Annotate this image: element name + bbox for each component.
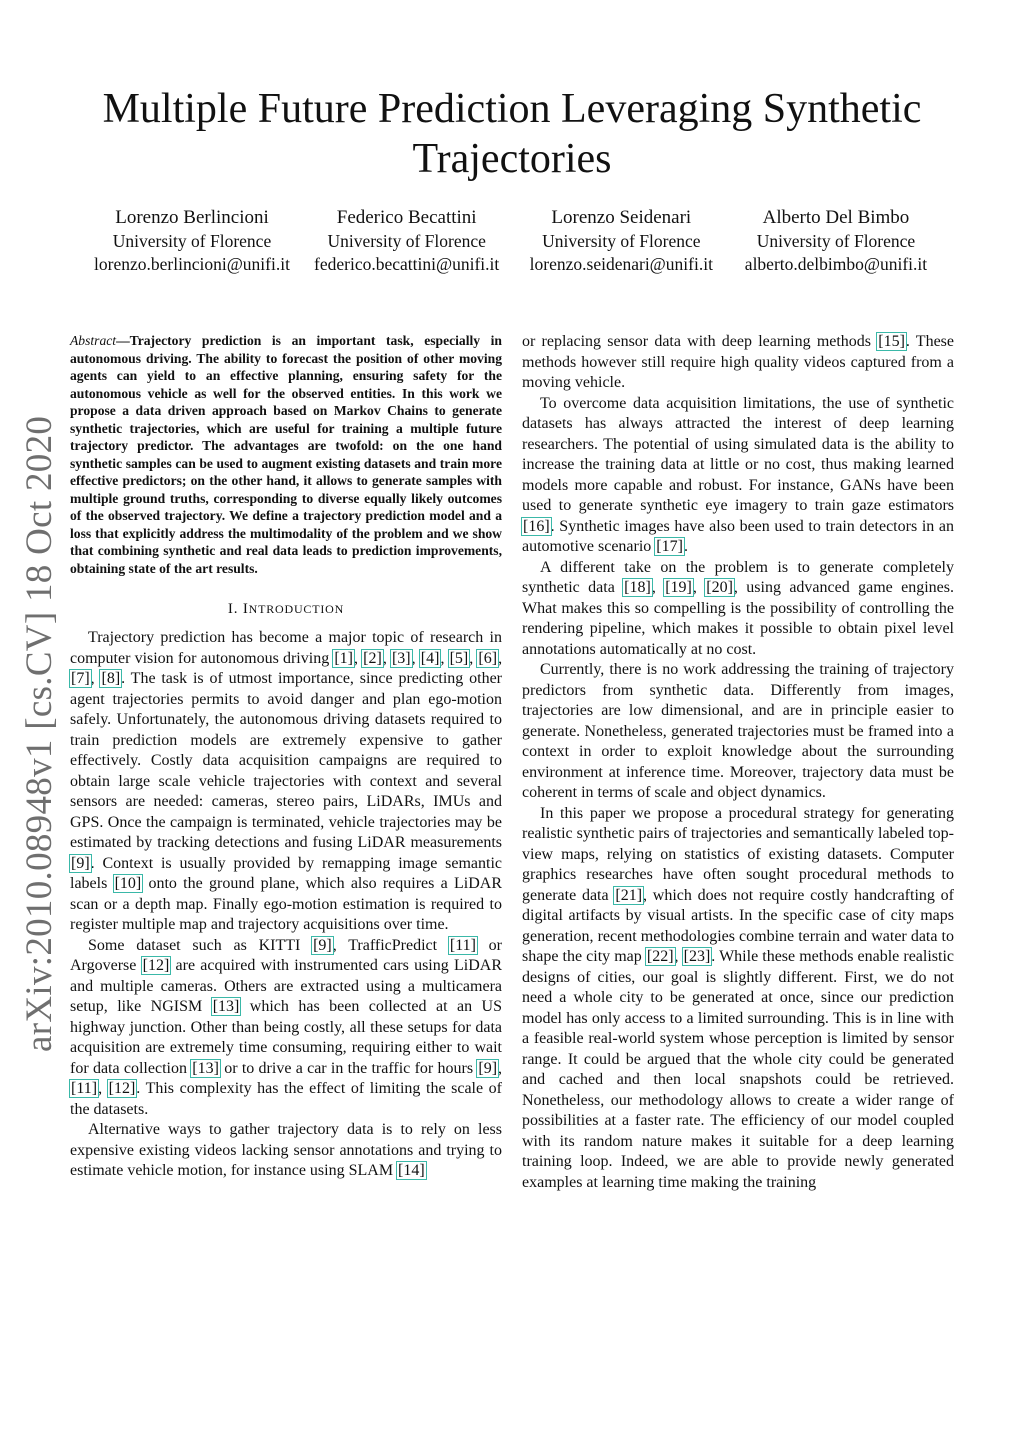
citation-link[interactable]: [18] xyxy=(624,579,651,596)
body-text: , xyxy=(354,649,363,667)
body-text: A different take on the problem is to generate completely synthetic data xyxy=(522,558,954,596)
body-text: , xyxy=(411,649,420,667)
citation-link[interactable]: [23] xyxy=(683,948,711,965)
body-text: which has been collected at an US highway junction. Other than being costly, all these setups for data acquisition are extremely time consuming, requiring either to wait for data collection xyxy=(70,998,502,1077)
body-text: , xyxy=(90,670,101,687)
body-text: , xyxy=(651,579,665,596)
author-affiliation: University of Florence xyxy=(542,231,701,251)
citation-link[interactable]: [14] xyxy=(398,1162,425,1179)
citation-link[interactable]: [13] xyxy=(192,1059,219,1077)
body-text: . This complexity has the effect of limiting the scale of the datasets. xyxy=(70,1080,503,1118)
citation-link[interactable]: [2] xyxy=(363,649,382,667)
body-text: , xyxy=(469,649,478,667)
author-email[interactable]: federico.becattini@unifi.it xyxy=(314,254,500,274)
author-email[interactable]: alberto.delbimbo@unifi.it xyxy=(744,254,928,274)
right-column xyxy=(522,332,954,1193)
author-block xyxy=(88,206,940,276)
body-paragraph xyxy=(522,660,954,804)
citation-link[interactable]: [12] xyxy=(108,1080,136,1097)
citation-link[interactable]: [9] xyxy=(478,1059,498,1077)
author xyxy=(303,206,511,276)
citation-link[interactable]: [17] xyxy=(656,538,683,555)
citation-link[interactable]: [16] xyxy=(523,517,550,535)
body-text: , xyxy=(440,649,449,667)
citation-link[interactable]: [11] xyxy=(449,936,476,954)
author-affiliation: University of Florence xyxy=(756,231,916,251)
body-text: are acquired with instrumented cars using LiDAR and multiple cameras. Others are extracted using a multicamera setup, like NGISM xyxy=(70,957,502,1015)
body-text: . While these methods enable realistic designs of cities, our goal is slightly different. First, we do not need a whole city to be generated at once, since our prediction model has only access to a limited surrounding. This is in line with a feasible real-world system whose perception is limited by sensor range. It could be argued that the whole city could be generated and cached and then local snapshots could be retrieved. Nonetheless, our methodology allows to create a wider range of possibilities at a faster rate. The efficiency of our model coupled with its random nature makes it suitable for a deep learning training loop. Indeed, we are able to provide newly generated examples at learning time making the training xyxy=(522,948,955,1191)
body-paragraph xyxy=(522,804,954,1194)
body-text: Currently, there is no work addressing the training of trajectory predictors from synthetic data. Differently from images, trajectories are low dimensional, and are in principle easier to generate. Nonetheless, generated trajectories must be framed into a context in order to exploit knowledge about the surrounding environment at inference time. Moreover, trajectory data must be coherent in terms of scale and object dynamics. xyxy=(522,661,954,801)
author-name: Federico Becattini xyxy=(336,207,477,228)
body-paragraph xyxy=(522,394,954,558)
author-email[interactable]: lorenzo.seidenari@unifi.it xyxy=(529,254,713,274)
body-text: . These methods however still require high quality videos captured from a moving vehicle. xyxy=(522,333,954,391)
citation-link[interactable]: [13] xyxy=(212,998,240,1015)
author-name: Lorenzo Berlincioni xyxy=(115,207,269,228)
section-title-initial: I xyxy=(242,601,249,617)
body-text: or Argoverse xyxy=(70,936,503,974)
body-text: . xyxy=(683,538,688,555)
author xyxy=(732,206,940,276)
arxiv-identifier: arXiv:2010.08948v1 [cs.CV] 18 Oct 2020 xyxy=(19,415,60,1052)
section-number: I. xyxy=(227,601,239,617)
citation-link[interactable]: [3] xyxy=(391,649,411,667)
citation-link[interactable]: [19] xyxy=(665,579,692,596)
body-text: , xyxy=(498,1059,503,1077)
body-text: , TrafficPredict xyxy=(332,936,449,954)
citation-link[interactable]: [5] xyxy=(449,649,469,667)
body-text: , which does not require costly handcrafting of digital artifacts by visual artists. In the specific case of city maps generation, recent methodologies combine terrain and water data to shape the city map xyxy=(522,886,955,965)
body-text: . Context is usually provided by remapping image semantic labels xyxy=(70,854,502,892)
citation-link[interactable]: [12] xyxy=(142,957,170,974)
citation-link[interactable]: [8] xyxy=(101,670,121,687)
abstract-dash: — xyxy=(116,333,130,348)
author-name: Lorenzo Seidenari xyxy=(551,207,692,228)
body-text: onto the ground plane, which also requires a LiDAR scan or a depth map. Finally ego-motion estimation is required to register multiple map and trajectory acquisitions over time. xyxy=(70,875,502,933)
body-paragraph xyxy=(522,332,954,394)
left-column xyxy=(70,332,502,1182)
body-text: , xyxy=(498,649,503,667)
citation-link[interactable]: [20] xyxy=(706,579,733,596)
body-text: Some dataset such as KITTI xyxy=(88,936,313,954)
author-name: Alberto Del Bimbo xyxy=(762,207,910,228)
citation-link[interactable]: [6] xyxy=(478,649,498,667)
citation-link[interactable]: [22] xyxy=(646,948,674,965)
intro-body-right xyxy=(522,332,954,1193)
body-text: , xyxy=(382,649,391,667)
body-paragraph xyxy=(70,628,502,936)
citation-link[interactable]: [15] xyxy=(878,333,905,350)
body-text: . Synthetic images have also been used to train detectors in an automotive scenario xyxy=(522,517,954,555)
citation-link[interactable]: [21] xyxy=(615,886,643,904)
abstract-label: Abstract xyxy=(70,333,117,348)
section-heading-introduction xyxy=(70,599,502,619)
body-text: , xyxy=(98,1080,108,1097)
section-title-rest: NTRODUCTION xyxy=(248,602,345,616)
intro-body-left xyxy=(70,628,502,1182)
citation-link[interactable]: [11] xyxy=(71,1080,98,1097)
citation-link[interactable]: [9] xyxy=(71,854,90,872)
body-text: In this paper we propose a procedural strategy for generating realistic synthetic pairs of trajectories and semantically labeled top-view maps, relying on statistics of existing datasets. Computer graphics researches have often sought procedural methods to generate data xyxy=(522,804,954,904)
body-text: To overcome data acquisition limitations, the use of synthetic datasets has always attracted the interest of deep learning researchers. The potential of using simulated data is the ability to increase the training data at little or no cost, thus making learned models more capable and robust. For instance, GANs have been used to generate synthetic eye imagery to train gaze estimators xyxy=(522,394,954,514)
citation-link[interactable]: [10] xyxy=(114,875,142,892)
citation-link[interactable]: [4] xyxy=(420,649,440,667)
body-text: , using advanced game engines. What makes this so compelling is the possibility of controlling the rendering pipeline, which makes it possible to obtain pixel level annotations automatically at no cost. xyxy=(522,579,954,658)
citation-link[interactable]: [7] xyxy=(71,670,90,687)
author-affiliation: University of Florence xyxy=(112,231,272,251)
body-paragraph xyxy=(70,1120,502,1182)
body-text: . The task is of utmost importance, since predicting other agent trajectories permits to avoid danger and plan ego-motion safely. Unfortunately, the autonomous driving datasets required to train prediction models are extremely expensive to gather effectively. Costly data acquisition campaigns are required to obtain large scale vehicle trajectories with context and several sensors are needed: cameras, stereo pairs, LiDARs, IMUs and GPS. Once the campaign is terminated, vehicle trajectories may be estimated by tracking detections and fusing LiDAR measurements xyxy=(70,670,503,851)
body-paragraph xyxy=(70,936,502,1121)
author xyxy=(88,206,296,276)
body-text: or replacing sensor data with deep learning methods xyxy=(522,333,878,350)
abstract xyxy=(70,332,502,577)
body-text: Alternative ways to gather trajectory data is to rely on less expensive existing videos lacking sensor annotations and trying to estimate vehicle motion, for instance using SLAM xyxy=(70,1121,502,1179)
body-paragraph xyxy=(522,558,954,661)
author xyxy=(517,206,725,276)
body-text: Trajectory prediction has become a major topic of research in computer vision for autonomous driving xyxy=(70,629,502,667)
paper-title: Multiple Future Prediction Leveraging Synthetic Trajectories xyxy=(102,86,922,182)
author-affiliation: University of Florence xyxy=(327,231,486,251)
citation-link[interactable]: [9] xyxy=(313,936,332,954)
author-email[interactable]: lorenzo.berlincioni@unifi.it xyxy=(94,254,290,274)
abstract-text: Trajectory prediction is an important task, especially in autonomous driving. The ability to forecast the position of other moving agents can yield to an effective planning, ensuring safety for the autonomous vehicle as well for the observed entities. In this work we propose a data driven approach based on Markov Chains to generate synthetic trajectories, which are useful for training a multiple future trajectory predictor. The advantages are twofold: on the one hand synthetic samples can be used to augment existing datasets and train more effective predictors; on the other hand, it allows to generate samples with multiple ground truths, corresponding to diverse equally likely outcomes of the observed trajectory. We define a trajectory prediction model and a loss that explicitly address the multimodality of the problem and we show that combining synthetic and real data leads to prediction improvements, obtaining state of the art results. xyxy=(70,333,502,576)
body-text: , xyxy=(674,948,683,965)
citation-link[interactable]: [1] xyxy=(334,649,353,667)
body-text: , xyxy=(692,579,706,596)
body-text: or to drive a car in the traffic for hours xyxy=(219,1059,478,1077)
